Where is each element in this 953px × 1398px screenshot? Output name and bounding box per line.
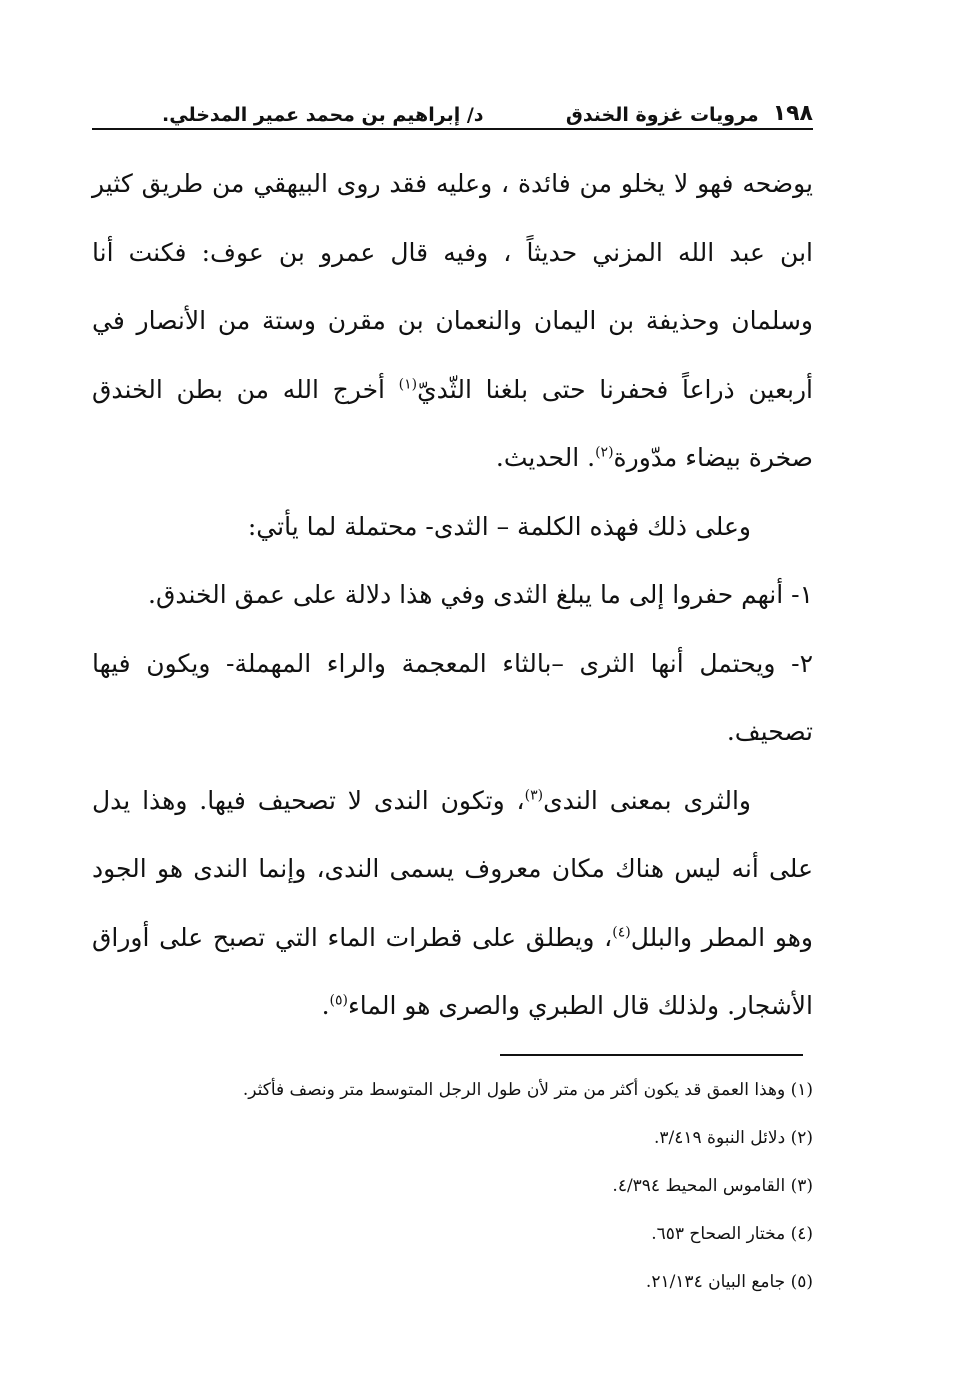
paragraph-1-part-1: يوضحه فهو لا يخلو من فائدة ، وعليه فقد روى البيهقي من طريق كثير ابن عبد الله المزني حديثاً ، وفيه قال عمرو بن عوف: فكنت أنا وسلمان وحذيفة بن اليمان والنعمان بن مقرن وستة من الأنصار في أربعين ذراعاً فحفرنا حتى بلغنا الثّديّ — [92, 169, 813, 404]
paragraph-4: ٢- ويحتمل أنها الثرى –بالثاء المعجمة والراء المهملة- ويكون فيها تصحيف. — [92, 648, 813, 746]
footnote-ref-3: (٣) — [524, 787, 544, 804]
paragraph-1-part-3: . الحديث. — [495, 443, 596, 472]
author-name: د/ إبراهيم بن محمد عمير المدخلي. — [162, 104, 484, 126]
paragraph-1 — [92, 150, 813, 493]
footnote-5: (٥) جامع البيان ٢١/١٣٤. — [645, 1272, 813, 1292]
paragraph-2: وعلى ذلك فهذه الكلمة – الثدى- محتملة لما يأتي: — [247, 511, 751, 541]
paragraph-1-part-2: أخرج الله من بطن الخندق صخرة بيضاء مدّورة — [92, 374, 813, 472]
footnote-ref-2: (٢) — [595, 444, 614, 461]
paragraph-5 — [92, 767, 813, 1041]
footnote-ref-1: (١) — [398, 376, 418, 393]
book-title: مرويات غزوة الخندق — [565, 104, 759, 126]
footnote-3: (٣) القاموس المحيط ٤/٣٩٤. — [612, 1176, 813, 1196]
paragraph-5-part-4: . — [321, 991, 330, 1020]
header-right — [566, 101, 813, 126]
footnote-separator — [500, 1054, 803, 1056]
footnote-1: (١) وهذا العمق قد يكون أكثر من متر لأن طول الرجل المتوسط متر ونصف فأكثر. — [242, 1080, 813, 1100]
main-text — [92, 150, 813, 1041]
page-header — [92, 94, 813, 130]
paragraph-3: ١- أنهم حفروا إلى ما يبلغ الثدى وفي هذا دلالة على عمق الخندق. — [148, 580, 813, 609]
paragraph-5-part-2: ، وتكون الندى لا تصحيف فيها. وهذا يدل على أنه ليس هناك مكان معروف يسمى الندى، وإنما الندى هو الجود وهو المطر والبلل — [92, 785, 813, 952]
footnote-ref-4: (٤) — [612, 924, 631, 941]
paragraph-5-part-3: ، ويطلق على قطرات الماء التي تصبح على أوراق الأشجار. ولذلك قال الطبري والصرى هو الماء — [92, 922, 813, 1020]
paragraph-5-part-1: والثرى بمعنى الندى — [543, 785, 751, 815]
footnote-2: (٢) دلائل النبوة ٣/٤١٩. — [653, 1128, 813, 1148]
footnote-4: (٤) مختار الصحاح ٦٥٣. — [651, 1224, 813, 1244]
footnotes — [92, 1066, 813, 1306]
page-number: ١٩٨ — [772, 101, 813, 126]
footnote-ref-5: (٥) — [329, 992, 349, 1009]
